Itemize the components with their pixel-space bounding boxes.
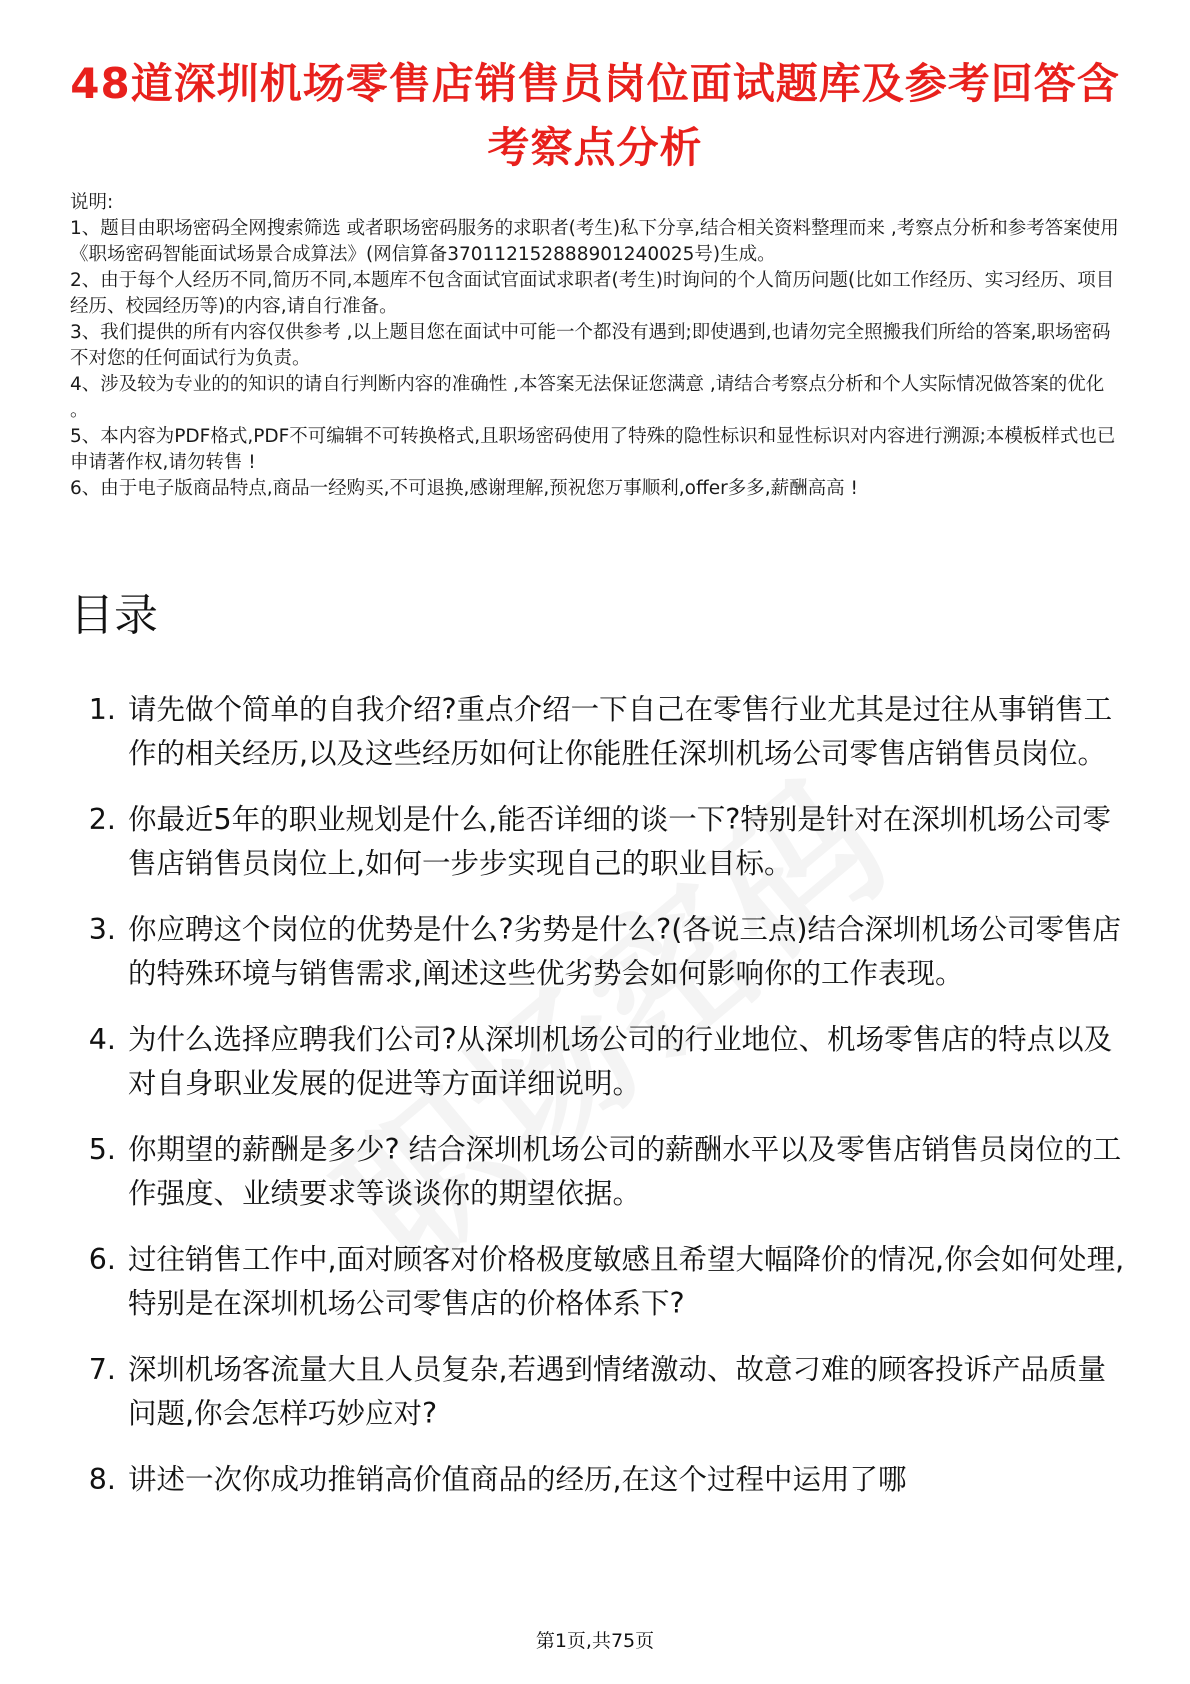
notes-line: 2、由于每个人经历不同,简历不同,本题库不包含面试官面试求职者(考生)时询问的个人简历问题(比如工作经历、实习经历、项目经历、校园经历等)的内容,请自行准备。	[70, 270, 1115, 317]
toc-item	[70, 1458, 1125, 1502]
toc-item-text: 你期望的薪酬是多少? 结合深圳机场公司的薪酬水平以及零售店销售员岗位的工作强度、业绩要求等谈谈你的期望依据。	[128, 1133, 1122, 1210]
toc-item	[70, 1128, 1125, 1216]
notes-section	[70, 190, 1120, 502]
toc-item-number: 3.	[88, 913, 116, 946]
toc-item-text: 过往销售工作中,面对顾客对价格极度敏感且希望大幅降价的情况,你会如何处理,特别是在深圳机场公司零售店的价格体系下?	[128, 1243, 1125, 1320]
toc-item-text: 深圳机场客流量大且人员复杂,若遇到情绪激动、故意刁难的顾客投诉产品质量问题,你会怎样巧妙应对?	[128, 1353, 1107, 1430]
toc-heading: 目录	[70, 590, 158, 641]
notes-line: 1、题目由职场密码全网搜索筛选 或者职场密码服务的求职者(考生)私下分享,结合相关资料整理而来 ,考察点分析和参考答案使用《职场密码智能面试场景合成算法》(网信算备370112152888901240025号)生成。	[70, 218, 1119, 265]
notes-line: 3、我们提供的所有内容仅供参考 ,以上题目您在面试中可能一个都没有遇到;即使遇到,也请勿完全照搬我们所给的答案,职场密码不对您的任何面试行为负责。	[70, 322, 1111, 369]
page-title: 48道深圳机场零售店销售员岗位面试题库及参考回答含考察点分析	[70, 59, 1120, 172]
notes-line: 6、由于电子版商品特点,商品一经购买,不可退换,感谢理解,预祝您万事顺利,offer多多,薪酬高高 !	[70, 478, 858, 499]
toc-item-number: 8.	[88, 1463, 116, 1496]
page-footer: 第1页,共75页	[535, 1630, 655, 1652]
toc-item	[70, 798, 1125, 886]
notes-line: 5、本内容为PDF格式,PDF不可编辑不可转换格式,且职场密码使用了特殊的隐性标识和显性标识对内容进行溯源;本模板样式也已申请著作权,请勿转售 !	[70, 426, 1116, 473]
toc-item-text: 讲述一次你成功推销高价值商品的经历,在这个过程中运用了哪	[128, 1463, 907, 1496]
toc-item	[70, 688, 1125, 776]
toc-item-number: 4.	[88, 1023, 116, 1056]
notes-line: 4、涉及较为专业的的知识的请自行判断内容的准确性 ,本答案无法保证您满意 ,请结合考察点分析和个人实际情况做答案的优化 。	[70, 374, 1105, 421]
toc-item-text: 请先做个简单的自我介绍?重点介绍一下自己在零售行业尤其是过往从事销售工作的相关经历,以及这些经历如何让你能胜任深圳机场公司零售店销售员岗位。	[128, 693, 1113, 770]
toc-list	[70, 688, 1125, 1524]
toc-item-number: 1.	[88, 693, 116, 726]
notes-line: 说明:	[70, 192, 114, 213]
toc-item	[70, 908, 1125, 996]
toc-item-number: 5.	[88, 1133, 116, 1166]
toc-item-number: 7.	[88, 1353, 116, 1386]
toc-item	[70, 1238, 1125, 1326]
toc-item-text: 你应聘这个岗位的优势是什么?劣势是什么?(各说三点)结合深圳机场公司零售店的特殊环境与销售需求,阐述这些优劣势会如何影响你的工作表现。	[128, 913, 1121, 990]
toc-item	[70, 1018, 1125, 1106]
toc-item-number: 6.	[88, 1243, 116, 1276]
toc-item-number: 2.	[88, 803, 116, 836]
toc-item-text: 你最近5年的职业规划是什么,能否详细的谈一下?特别是针对在深圳机场公司零售店销售员岗位上,如何一步步实现自己的职业目标。	[128, 803, 1111, 880]
toc-item-text: 为什么选择应聘我们公司?从深圳机场公司的行业地位、机场零售店的特点以及对自身职业发展的促进等方面详细说明。	[128, 1023, 1113, 1100]
toc-item	[70, 1348, 1125, 1436]
